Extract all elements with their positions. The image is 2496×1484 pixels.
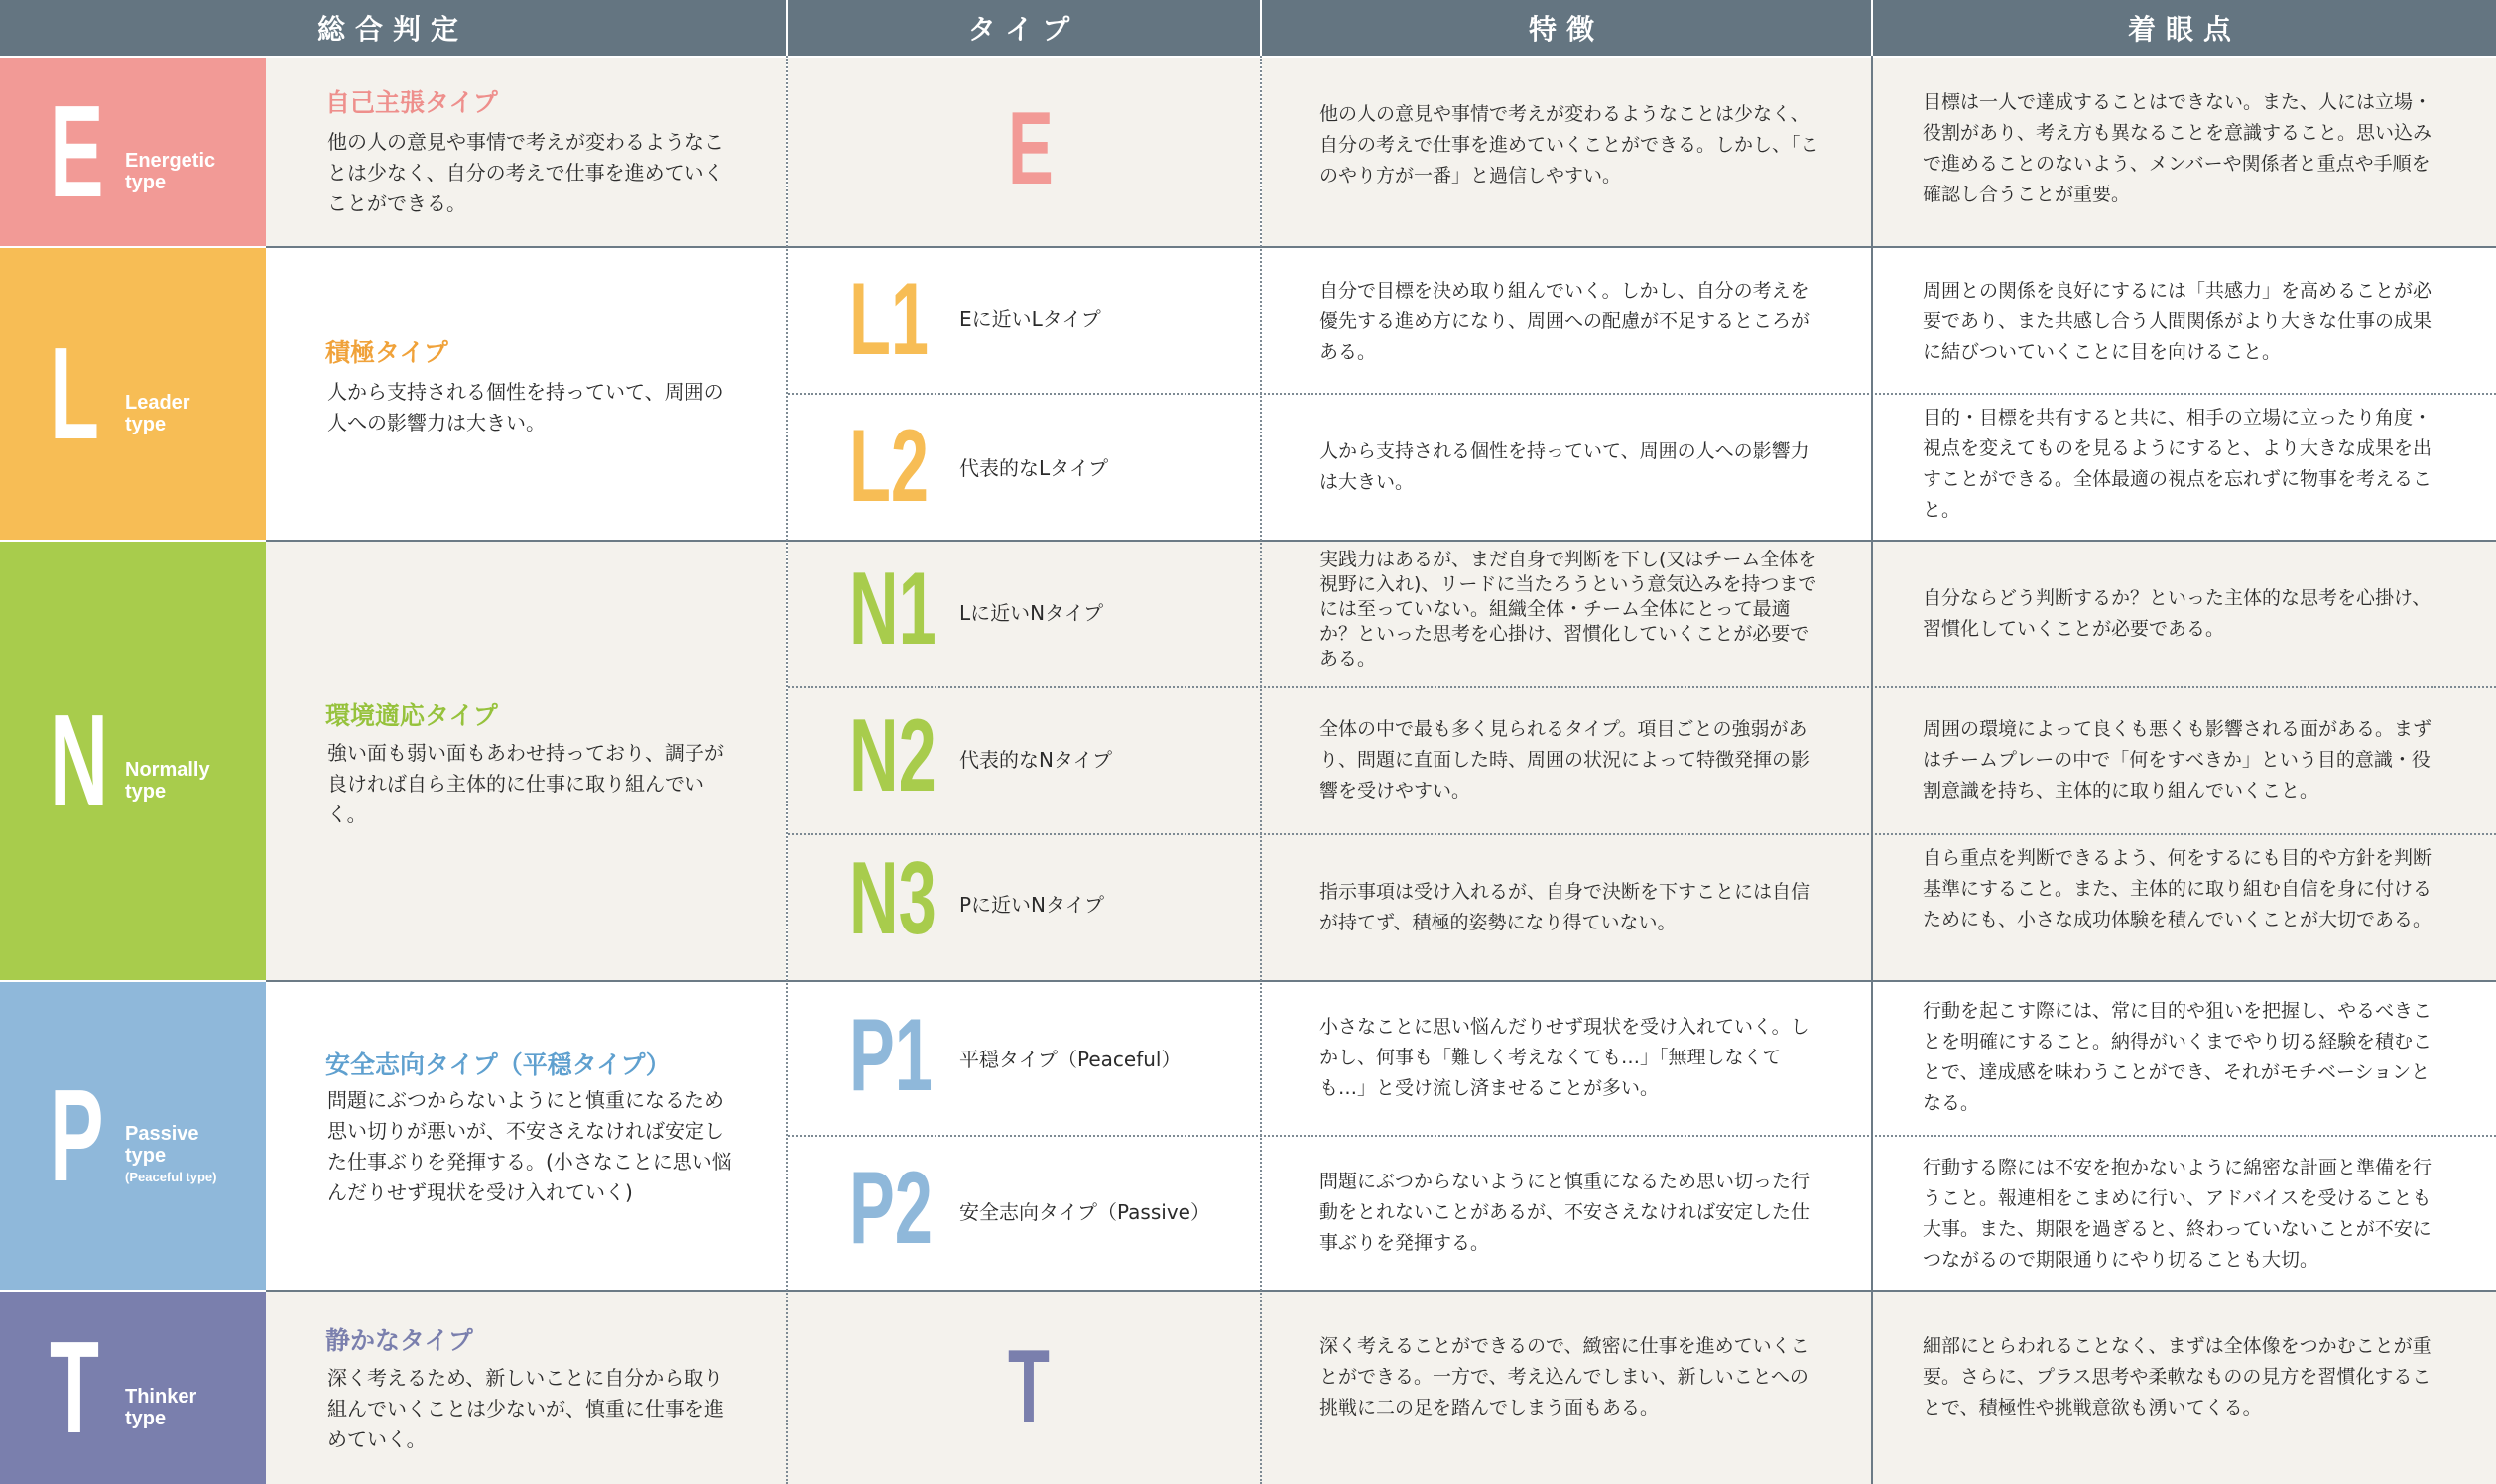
type-code-p1: P1 — [849, 998, 933, 1113]
focus-n1: 自分ならどう判断するか？といった主体的な思考を心掛け、習慣化していくことが必要である。 — [1923, 587, 2432, 640]
band-energetic — [0, 58, 266, 246]
row-divider — [266, 540, 2496, 542]
judgment-text-t: 深く考えるため、新しいことに自分から取り組んでいくことは少ないが、慎重に仕事を進めていく。 — [327, 1366, 724, 1451]
type-name-p1: 平穏タイプ（Peaceful） — [959, 1048, 1182, 1071]
feature-t: 深く考えることができるので、緻密に仕事を進めていくことができる。一方で、考え込んでしまい、新しいことへの挑戦に二の足を踏んでしまう面もある。 — [1319, 1335, 1810, 1419]
focus-p2: 行動する際には不安を抱かないように綿密な計画と準備を行うこと。報連相をこまめに行い、アドバイスを受けることも大事。また、期限を過ぎると、終わっていないことが不安につながるので期限通りにやり切ることも大切。 — [1923, 1157, 2433, 1271]
type-code-l1: L1 — [849, 262, 930, 377]
row-divider — [266, 246, 2496, 248]
subrow-divider — [788, 686, 2496, 688]
feature-e: 他の人の意見や事情で考えが変わるようなことは少なく、自分の考えで仕事を進めていくことができる。しかし、「このやり方が一番」と過信しやすい。 — [1319, 103, 1819, 186]
band-letter: E — [50, 78, 104, 224]
subrow-divider — [788, 833, 2496, 835]
judgment-text-e: 他の人の意見や事情で考えが変わるようなことは少なく、自分の考えで仕事を進めていくことができる。 — [327, 130, 724, 215]
type-code-t: T — [1008, 1329, 1050, 1444]
type-code-p2: P2 — [849, 1151, 933, 1266]
column-divider — [786, 56, 788, 1484]
band-passive — [0, 982, 266, 1290]
focus-n3: 自ら重点を判断できるよう、何をするにも目的や方針を判断基準にすること。また、主体的に取り組む自信を身に付けるためにも、小さな成功体験を積んでいくことが大切である。 — [1923, 847, 2433, 930]
band-english: Passive — [125, 1123, 199, 1145]
type-code-e: E — [1008, 91, 1054, 206]
band-english: Energetic — [125, 150, 216, 172]
judgment-title-n: 環境適応タイプ — [325, 701, 498, 730]
band-type: type — [125, 414, 167, 435]
band-type: type — [125, 781, 167, 803]
band-type: type — [125, 172, 167, 193]
band-type: type — [125, 1145, 167, 1167]
focus-t: 細部にとらわれることなく、まずは全体像をつかむことが重要。さらに、プラス思考や柔軟なものの見方を習慣化することで、積極性や挑戦意欲も湧いてくる。 — [1923, 1335, 2432, 1419]
focus-l2: 目的・目標を共有すると共に、相手の立場に立ったり角度・視点を変えてものを見るようにすると、より大きな成果を出すことができる。全体最適の視点を忘れずに物事を考えること。 — [1923, 407, 2433, 521]
type-code-n3: N3 — [849, 841, 936, 956]
judgment-text-n: 強い面も弱い面もあわせ持っており、調子が良ければ自ら主体的に仕事に取り組んでいく。 — [327, 741, 724, 826]
type-code-l2: L2 — [849, 409, 930, 524]
judgment-title-e: 自己主張タイプ — [325, 88, 498, 117]
row-divider — [266, 980, 2496, 982]
type-name-p2: 安全志向タイプ（Passive） — [959, 1200, 1210, 1224]
judgment-text-p: 問題にぶつからないようにと慎重になるため思い切りが悪いが、不安さえなければ安定した仕事ぶりを発揮する。(小さなことに思い悩んだりせず現状を受け入れていく) — [327, 1088, 732, 1204]
type-name-l1: Eに近いLタイプ — [959, 308, 1101, 331]
judgment-title-p: 安全志向タイプ（平穏タイプ） — [325, 1051, 671, 1079]
band-letter: N — [50, 687, 109, 833]
band-type: type — [125, 1408, 167, 1429]
band-letter: L — [50, 320, 99, 466]
band-letter: T — [50, 1314, 99, 1460]
focus-p1: 行動を起こす際には、常に目的や狙いを把握し、やるべきことを明確にすること。納得がいくまでやり切る経験を積むことで、達成感を味わうことができ、それがモチベーションとなる。 — [1923, 1000, 2433, 1114]
header-judgment: 総合判定 — [0, 0, 786, 56]
row-divider — [266, 1290, 2496, 1292]
feature-n3: 指示事項は受け入れるが、自身で決断を下すことには自信が持てず、積極的姿勢になり得ていない。 — [1319, 881, 1810, 933]
focus-n2: 周囲の環境によって良くも悪くも影響される面がある。まずはチームプレーの中で「何をすべきか」という目的意識・役割意識を持ち、主体的に取り組んでいくこと。 — [1923, 718, 2433, 802]
focus-e: 目標は一人で達成することはできない。また、人には立場・役割があり、考え方も異なることを意識すること。思い込みで進めることのないよう、メンバーや関係者と重点や手順を確認し合うことが重要。 — [1923, 91, 2433, 205]
subrow-divider — [788, 393, 2496, 395]
feature-l1: 自分で目標を決め取り組んでいく。しかし、自分の考えを優先する進め方になり、周囲への配慮が不足するところがある。 — [1319, 280, 1810, 363]
column-divider — [1260, 56, 1262, 1484]
band-thinker — [0, 1292, 266, 1484]
header-feature: 特徴 — [1262, 0, 1871, 56]
feature-n2: 全体の中で最も多く見られるタイプ。項目ごとの強弱があり、問題に直面した時、周囲の状況によって特徴発揮の影響を受けやすい。 — [1319, 718, 1810, 802]
header-type: タイプ — [788, 0, 1260, 56]
subrow-divider — [788, 1135, 2496, 1137]
type-code-n1: N1 — [849, 552, 936, 667]
judgment-text-l: 人から支持される個性を持っていて、周囲の人への影響力は大きい。 — [327, 380, 724, 434]
type-name-n3: Pに近いNタイプ — [959, 893, 1105, 917]
band-english: Thinker — [125, 1386, 197, 1408]
type-code-n2: N2 — [849, 698, 936, 813]
band-sub: (Peaceful type) — [125, 1170, 217, 1184]
header-focus: 着眼点 — [1873, 0, 2496, 56]
feature-l2: 人から支持される個性を持っていて、周囲の人への影響力は大きい。 — [1319, 440, 1810, 493]
judgment-title-t: 静かなタイプ — [325, 1326, 473, 1355]
focus-l1: 周囲との関係を良好にするには「共感力」を高めることが必要であり、また共感し合う人間関係がより大きな仕事の成果に結びついていくことに目を向けること。 — [1923, 280, 2433, 363]
type-name-n2: 代表的なNタイプ — [959, 748, 1112, 772]
judgment-title-l: 積極タイプ — [325, 338, 448, 367]
feature-p1: 小さなことに思い悩んだりせず現状を受け入れていく。しかし、何事も「難しく考えなくても…」「無理しなくても…」と受け流し済ませることが多い。 — [1319, 1016, 1810, 1099]
band-english: Leader — [125, 392, 190, 414]
band-leader — [0, 248, 266, 540]
feature-p2: 問題にぶつからないようにと慎重になるため思い切った行動をとれないことがあるが、不安さえなければ安定した仕事ぶりを発揮する。 — [1319, 1171, 1810, 1254]
band-normally — [0, 542, 266, 980]
type-name-n1: Lに近いNタイプ — [959, 601, 1104, 625]
feature-n1: 実践力はあるが、まだ自身で判断を下し(又はチーム全体を視野に入れ)、リードに当たろうという意気込みを持つまでには至っていない。組織全体・チーム全体にとって最適か？といった思考を心掛け、習慣化していくことが必要である。 — [1319, 549, 1817, 670]
band-english: Normally — [125, 759, 210, 781]
type-name-l2: 代表的なLタイプ — [959, 456, 1109, 480]
column-divider — [1871, 56, 1873, 1484]
band-letter: P — [50, 1062, 104, 1208]
